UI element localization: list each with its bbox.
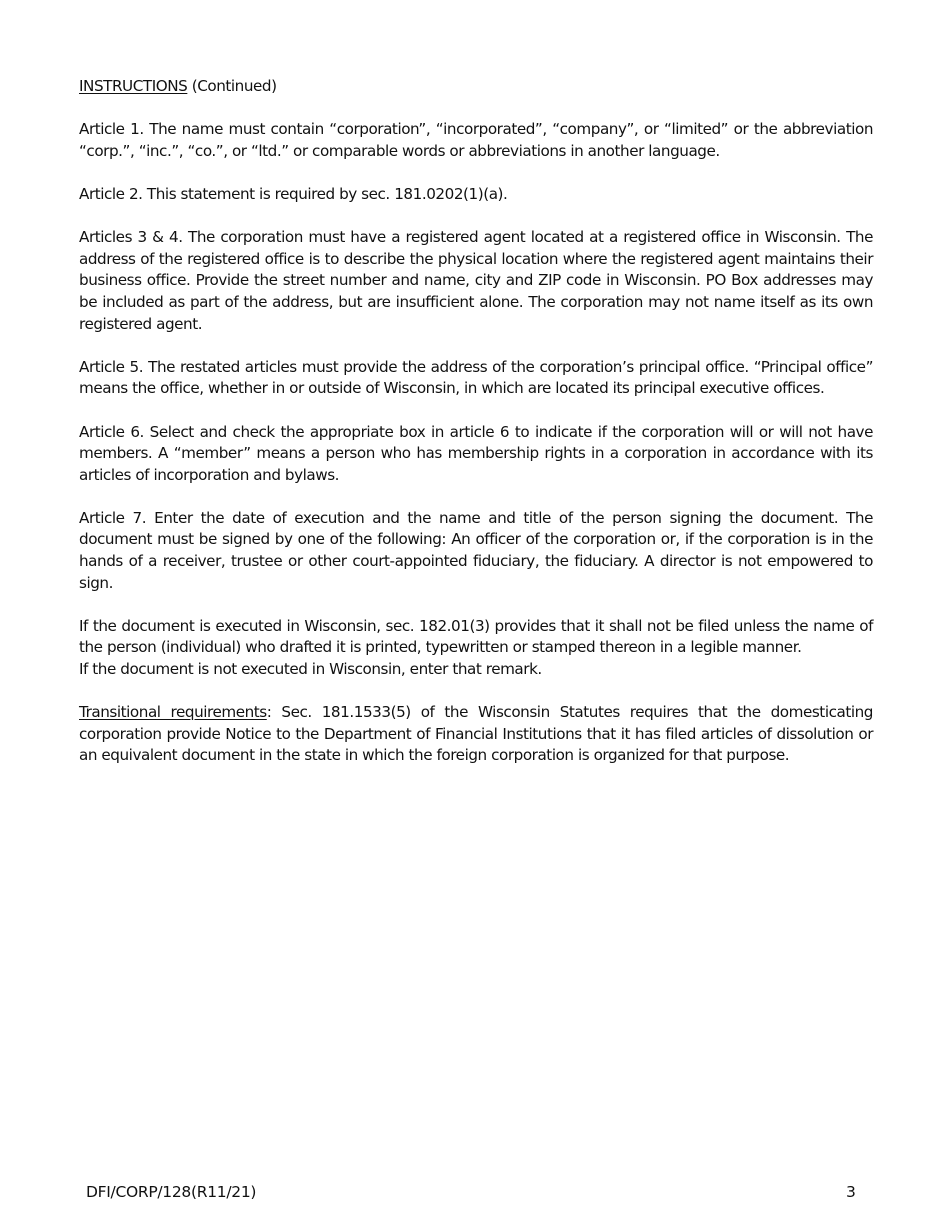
- document-body: [79, 76, 873, 789]
- page-number: 3: [846, 1183, 856, 1201]
- executed-outside-wisconsin-note: If the document is not executed in Wisconsin, enter that remark.: [79, 660, 542, 679]
- form-identifier: DFI/CORP/128(R11/21): [86, 1183, 257, 1201]
- article-6-instructions: Article 6. Select and check the appropriate box in article 6 to indicate if the corporation will or will not have members. A “member” means a person who has membership rights in a corporation in accordance with its articles of incorporation and bylaws.: [79, 422, 873, 484]
- transitional-label: Transitional requirements: [79, 703, 267, 722]
- executed-in-wisconsin-note: If the document is executed in Wisconsin, sec. 182.01(3) provides that it shall not be filed unless the name of the person (individual) who drafted it is printed, typewritten or stamped thereon in a legible manner.: [79, 616, 873, 657]
- article-1-instructions: Article 1. The name must contain “corporation”, “incorporated”, “company”, or “limited” or the abbreviation “corp.”, “inc.”, “co.”, or “ltd.” or comparable words or abbreviations in another language.: [79, 120, 873, 160]
- instructions-label: INSTRUCTIONS: [79, 77, 188, 95]
- continued-label: (Continued): [187, 77, 277, 95]
- transitional-requirements: [79, 702, 873, 767]
- article-2-instructions: Article 2. This statement is required by sec. 181.0202(1)(a).: [79, 184, 508, 203]
- articles-3-4-instructions: Articles 3 & 4. The corporation must have a registered agent located at a registered office in Wisconsin. The address of the registered office is to describe the physical location where the registered agent maintains their business office. Provide the street number and name, city and ZIP code in Wisconsin. PO Box addresses may be included as part of the address, but are insufficient alone. The corporation may not name itself as its own registered agent.: [79, 228, 873, 333]
- article-5-instructions: Article 5. The restated articles must provide the address of the corporation’s principal office. “Principal office” means the office, whether in or outside of Wisconsin, in which are located its principal executive offices.: [79, 357, 873, 398]
- transitional-text: : Sec. 181.1533(5) of the Wisconsin Statutes requires that the domesticating corporation provide Notice to the Department of Financial Institutions that it has filed articles of dissolution or an equivalent document in the state in which the foreign corporation is organized for that purpose.: [79, 703, 873, 765]
- section-heading: [79, 76, 873, 98]
- article-7-instructions: Article 7. Enter the date of execution and the name and title of the person signing the document. The document must be signed by one of the following: An officer of the corporation or, if the corporation is in the hands of a receiver, trustee or other court-appointed fiduciary, the fiduciary. A director is not empowered to sign.: [79, 508, 873, 592]
